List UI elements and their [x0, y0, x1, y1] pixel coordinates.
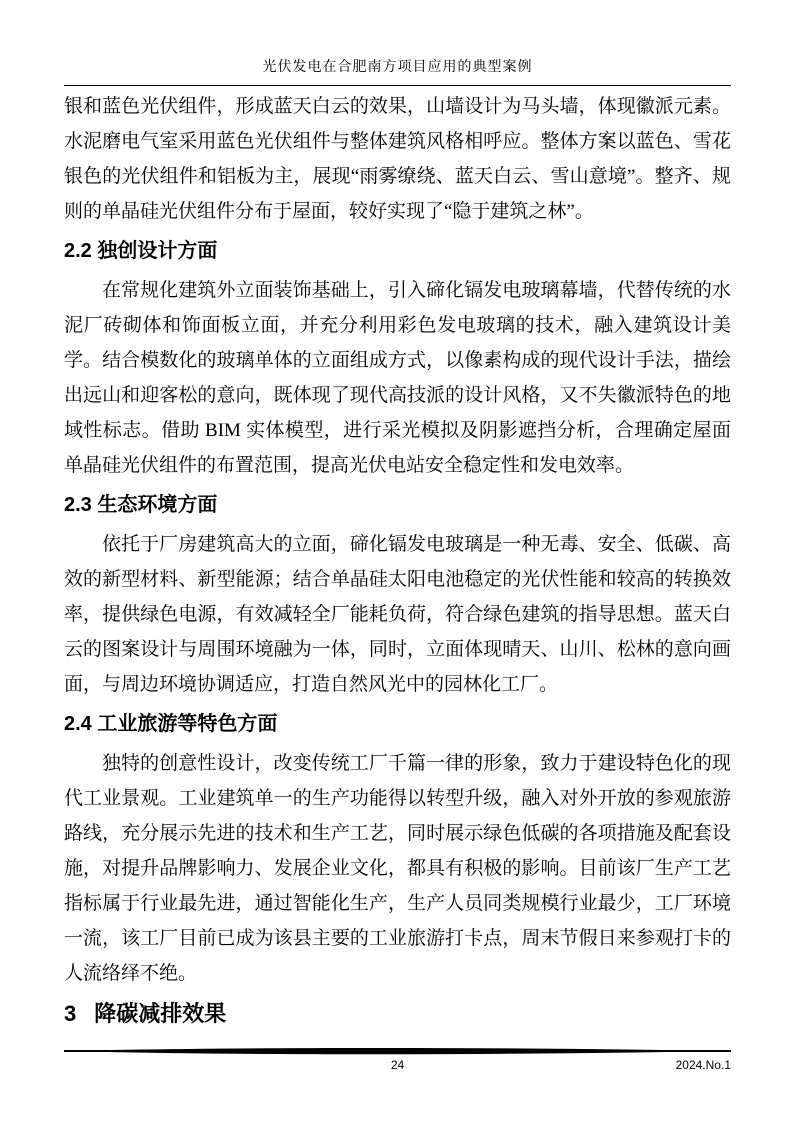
section-paragraph-2-4: 独特的创意性设计，改变传统工厂千篇一律的形象，致力于建设特色化的现代工业景观。工业建筑单一的生产功能得以转型升级，融入对外开放的参观旅游路线，充分展示先进的技术和生产工艺，同时展示绿色低碳的各项措施及配套设施，对提升品牌影响力、发展企业文化，都具有积极的影响。目前该厂生产工艺指标属于行业最先进，通过智能化生产，生产人员同类规模行业最少，工厂环境一流，该工厂目前已成为该县主要的工业旅游打卡点，周末节假日来参观打卡的人流络绎不绝。: [64, 753, 731, 984]
section-heading-2-3: 2.3 生态环境方面: [64, 494, 218, 516]
page-number: 24: [390, 1058, 405, 1072]
section-paragraph-2-2: 在常规化建筑外立面装饰基础上，引入碲化镉发电玻璃幕墙，代替传统的水泥厂砖砌体和饰面板立面，并充分利用彩色发电玻璃的技术，融入建筑设计美学。结合模数化的玻璃单体的立面组成方式，以像素构成的现代设计手法，描绘出远山和迎客松的意向，既体现了现代高技派的设计风格，又不失徽派特色的地域性标志。借助 BIM 实体模型，进行采光模拟及阴影遮挡分析，合理确定屋面单晶硅光伏组件的布置范围，提高光伏电站安全稳定性和发电效率。: [64, 280, 731, 476]
intro-paragraph: 银和蓝色光伏组件，形成蓝天白云的效果，山墙设计为马头墙，体现徽派元素。水泥磨电气室采用蓝色光伏组件与整体建筑风格相呼应。整体方案以蓝色、雪花银色的光伏组件和铝板为主，展现“雨雾缭绕、蓝天白云、雪山意境”。整齐、规则的单晶硅光伏组件分布于屋面，较好实现了“隐于建筑之林”。: [64, 96, 731, 222]
page-footer: [64, 1046, 731, 1073]
chapter-heading-3: [64, 994, 731, 1034]
section-heading-2-2: 2.2 独创设计方面: [64, 240, 218, 262]
section-paragraph-2-3: 依托于厂房建筑高大的立面，碲化镉发电玻璃是一种无毒、安全、低碳、高效的新型材料、新型能源；结合单晶硅太阳电池稳定的光伏性能和较高的转换效率，提供绿色电源，有效减轻全厂能耗负荷，符合绿色建筑的指导思想。蓝天白云的图案设计与周围环境融为一体，同时，立面体现晴天、山川、松林的意向画面，与周边环境协调适应，打造自然风光中的园林化工厂。: [64, 534, 731, 695]
section-heading-2-4: 2.4 工业旅游等特色方面: [64, 713, 278, 735]
running-header-title: 光伏发电在合肥南方项目应用的典型案例: [64, 58, 731, 86]
chapter-title: 降碳减排效果: [94, 1001, 227, 1026]
page-content: [64, 58, 731, 1034]
footer-row: [64, 1057, 731, 1073]
chapter-number: 3: [64, 1001, 77, 1026]
footer-divider: [64, 1046, 731, 1056]
issue-label: 2024.No.1: [675, 1058, 731, 1072]
body-text: [64, 89, 731, 1034]
